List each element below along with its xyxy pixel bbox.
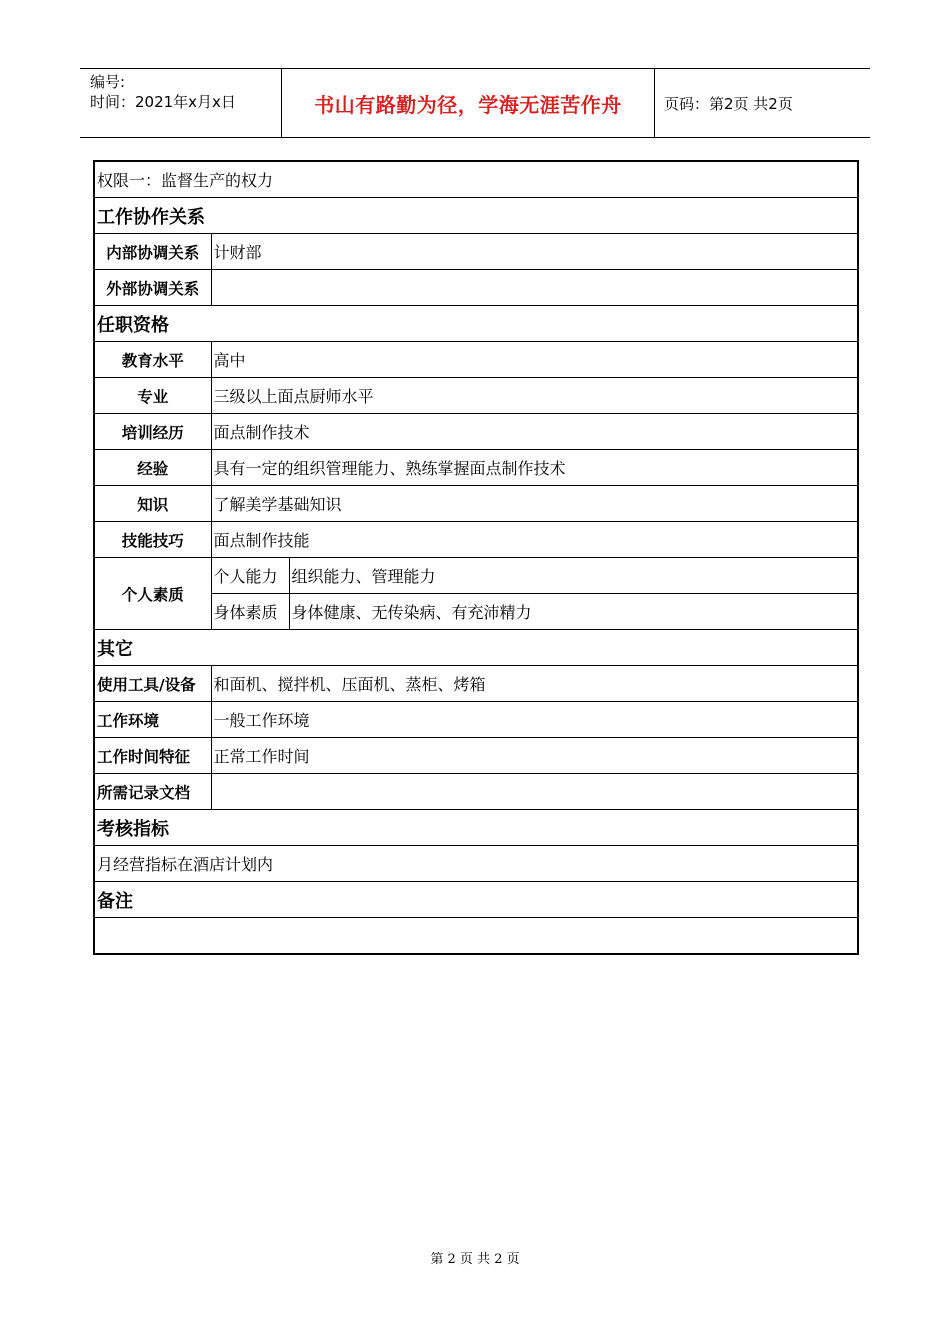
- work-time-label: 工作时间特征: [94, 738, 211, 774]
- table-row: [94, 450, 858, 486]
- table-row: [94, 161, 858, 198]
- internal-coordination-value: 计财部: [211, 234, 858, 270]
- records-value: [211, 774, 858, 810]
- training-value: 面点制作技术: [211, 414, 858, 450]
- table-row: [94, 702, 858, 738]
- table-row: [94, 234, 858, 270]
- table-row: [94, 270, 858, 306]
- table-row: [94, 486, 858, 522]
- major-label: 专业: [94, 378, 211, 414]
- knowledge-label: 知识: [94, 486, 211, 522]
- physical-label: 身体素质: [211, 594, 289, 630]
- experience-label: 经验: [94, 450, 211, 486]
- education-value: 高中: [211, 342, 858, 378]
- ability-value: 组织能力、管理能力: [289, 558, 858, 594]
- section-title-other: 其它: [94, 630, 858, 666]
- page-header: [80, 68, 870, 138]
- environment-value: 一般工作环境: [211, 702, 858, 738]
- authority-text: 权限一：监督生产的权力: [94, 161, 858, 198]
- table-row: [94, 666, 858, 702]
- section-title-assessment: 考核指标: [94, 810, 858, 846]
- table-row: [94, 918, 858, 955]
- skill-value: 面点制作技能: [211, 522, 858, 558]
- table-row: [94, 738, 858, 774]
- page-info: 页码：第2页 共2页: [664, 95, 793, 113]
- section-row: [94, 810, 858, 846]
- tools-label: 使用工具/设备: [94, 666, 211, 702]
- ability-label: 个人能力: [211, 558, 289, 594]
- remarks-value: [94, 918, 858, 955]
- header-motto: 书山有路勤为径，学海无涯苦作舟: [314, 92, 622, 117]
- section-title-remarks: 备注: [94, 882, 858, 918]
- education-label: 教育水平: [94, 342, 211, 378]
- job-description-table: [93, 160, 859, 955]
- personal-quality-label: 个人素质: [94, 558, 211, 630]
- environment-label: 工作环境: [94, 702, 211, 738]
- section-row: [94, 630, 858, 666]
- work-time-value: 正常工作时间: [211, 738, 858, 774]
- table-row: [94, 846, 858, 882]
- major-value: 三级以上面点厨师水平: [211, 378, 858, 414]
- training-label: 培训经历: [94, 414, 211, 450]
- tools-value: 和面机、搅拌机、压面机、蒸柜、烤箱: [211, 666, 858, 702]
- external-coordination-label: 外部协调关系: [94, 270, 211, 306]
- table-row: [94, 558, 858, 594]
- assessment-value: 月经营指标在酒店计划内: [94, 846, 858, 882]
- skill-label: 技能技巧: [94, 522, 211, 558]
- header-meta: [90, 72, 280, 112]
- table-row: [94, 378, 858, 414]
- header-divider: [654, 69, 655, 137]
- section-row: [94, 882, 858, 918]
- section-row: [94, 306, 858, 342]
- table-row: [94, 414, 858, 450]
- time-label: 时间：2021年x月x日: [90, 93, 236, 111]
- section-title-qualification: 任职资格: [94, 306, 858, 342]
- knowledge-value: 了解美学基础知识: [211, 486, 858, 522]
- serial-label: 编号:: [90, 73, 126, 91]
- page-footer: 第 2 页 共 2 页: [430, 1252, 520, 1267]
- experience-value: 具有一定的组织管理能力、熟练掌握面点制作技术: [211, 450, 858, 486]
- table-row: [94, 522, 858, 558]
- external-coordination-value: [211, 270, 858, 306]
- table-row: [94, 342, 858, 378]
- section-row: [94, 198, 858, 234]
- physical-value: 身体健康、无传染病、有充沛精力: [289, 594, 858, 630]
- section-title-cooperation: 工作协作关系: [94, 198, 858, 234]
- table-row: [94, 774, 858, 810]
- internal-coordination-label: 内部协调关系: [94, 234, 211, 270]
- records-label: 所需记录文档: [94, 774, 211, 810]
